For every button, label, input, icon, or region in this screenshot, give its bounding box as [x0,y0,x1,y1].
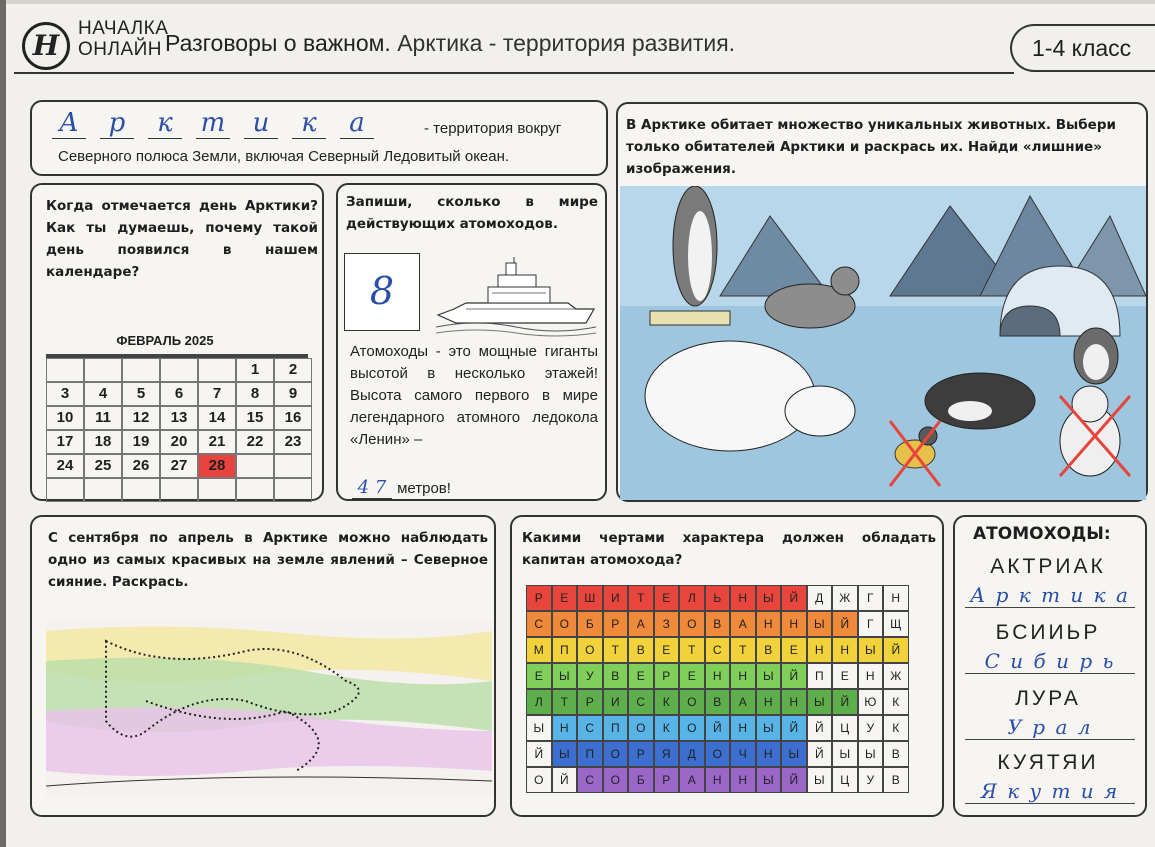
wordsearch-cell: Н [730,715,756,741]
wordsearch-cell: Н [730,663,756,689]
wordsearch-cell: Н [858,663,884,689]
wordsearch-cell: Ы [781,741,807,767]
wordsearch-cell: Л [679,585,705,611]
calendar-day [122,358,160,382]
wordsearch-cell: Й [781,715,807,741]
wordsearch-cell: У [577,663,603,689]
wordsearch-cell: Ы [807,767,833,793]
wordsearch-cell: Ы [807,611,833,637]
wordsearch-cell: Р [577,689,603,715]
calendar-day [122,478,160,502]
anagram-4: КУЯТЯИ [997,751,1099,774]
wordsearch-cell: П [552,637,578,663]
wordsearch-cell: С [705,637,731,663]
wordsearch-cell: А [730,689,756,715]
header-divider [14,72,1014,74]
wordsearch-cell: Е [679,663,705,689]
arctic-animals-illustration [620,186,1146,500]
calendar-day: 13 [160,406,198,430]
wordsearch-cell: Т [679,637,705,663]
animals-task: В Арктике обитает множество уникальных животных. Выбери только обитателей Арктики и раскрась их. Найди «лишние» изображения. [626,117,1116,177]
calendar-day [160,478,198,502]
calendar-day: 2 [274,358,312,382]
definition-line1: - территория вокруг [424,120,562,137]
aurora-task: С сентября по апрель в Арктике можно наблюдать одно из самых красивых на земле явлений – Северное сияние. Раскрась. [48,530,488,590]
calendar-day: 24 [46,454,84,478]
wordsearch-cell: Й [883,637,909,663]
anagram-4-answer: Я к у т и я [965,779,1135,804]
definition-letter: к [292,108,326,139]
arctic-day-question: Когда отмечается день Арктики? Как ты думаешь, почему такой день появился в нашем календаре? [46,198,318,280]
calendar-day: 21 [198,430,236,454]
calendar-day: 12 [122,406,160,430]
wordsearch-cell: И [603,585,629,611]
wordsearch-cell: А [628,611,654,637]
calendar-day: 26 [122,454,160,478]
wordsearch-cell: Н [883,585,909,611]
anagram-2-answer: С и б и р ь [965,649,1135,674]
wordsearch-cell: Ы [756,715,782,741]
wordsearch-cell: В [628,637,654,663]
wordsearch-cell: Н [756,741,782,767]
logo-line1: НАЧАЛКА [78,18,169,39]
definition-letter: т [196,108,230,139]
wordsearch-cell: Ы [756,585,782,611]
wordsearch-cell: Ы [756,767,782,793]
definition-letter: А [52,108,86,139]
calendar-day: 20 [160,430,198,454]
height-answer-line [352,477,451,500]
calendar-day: 17 [46,430,84,454]
wordsearch-grid [526,585,909,793]
aurora-illustration [46,621,492,797]
wordsearch-cell: Н [705,663,731,689]
wordsearch-cell: Ш [577,585,603,611]
wordsearch-cell: Т [603,637,629,663]
icebreakers-info: Атомоходы - это мощные гиганты высотой в несколько этажей! Высота самого первого в мире легендарного атомного ледокола «Ленин» – [350,343,598,448]
wordsearch-cell: Ь [705,585,731,611]
wordsearch-cell: Т [552,689,578,715]
wordsearch-cell: Й [705,715,731,741]
icebreakers-panel [336,183,607,501]
wordsearch-cell: Д [807,585,833,611]
wordsearch-cell: Й [781,663,807,689]
icebreakers-answer-box [344,253,420,331]
calendar [46,333,308,502]
wordsearch-cell: В [705,689,731,715]
calendar-day: 14 [198,406,236,430]
arctic-day-panel [30,183,324,501]
icebreaker-ship-illustration [436,257,596,337]
wordsearch-cell: Ц [832,715,858,741]
wordsearch-cell: Б [628,767,654,793]
wordsearch-cell: В [603,663,629,689]
wordsearch-cell: С [577,767,603,793]
anagram-2: БСИИЬР [995,621,1101,644]
wordsearch-cell: С [526,611,552,637]
wordsearch-cell: Ы [552,663,578,689]
anagram-3-answer: У р а л [965,715,1135,740]
calendar-day: 23 [274,430,312,454]
calendar-day: 27 [160,454,198,478]
wordsearch-cell: Ы [756,663,782,689]
wordsearch-cell: Н [705,767,731,793]
definition-letter: к [148,108,182,139]
title-sub: Арктика - территория развития. [397,30,736,56]
calendar-day [274,454,312,478]
wordsearch-cell: О [526,767,552,793]
captain-panel [510,515,944,817]
height-answer: 4 7 [352,477,392,499]
wordsearch-cell: Й [781,767,807,793]
calendar-day [198,478,236,502]
captain-question: Какими чертами характера должен обладать капитан атомохода? [522,530,936,568]
wordsearch-cell: Г [858,585,884,611]
wordsearch-cell: Й [526,741,552,767]
wordsearch-cell: Н [552,715,578,741]
height-unit: метров! [397,480,451,497]
wordsearch-cell: К [654,689,680,715]
calendar-day: 15 [236,406,274,430]
wordsearch-cell: Е [781,637,807,663]
wordsearch-cell: Ы [552,741,578,767]
wordsearch-cell: Ы [807,689,833,715]
wordsearch-cell: Р [654,663,680,689]
calendar-day [274,478,312,502]
calendar-day: 4 [84,382,122,406]
anagrams-panel [953,515,1147,817]
wordsearch-cell: Л [526,689,552,715]
calendar-day: 11 [84,406,122,430]
calendar-day: 22 [236,430,274,454]
calendar-day: 1 [236,358,274,382]
wordsearch-cell: Е [832,663,858,689]
calendar-day [84,478,122,502]
wordsearch-cell: Р [654,767,680,793]
grade-badge: 1-4 класс [1010,24,1155,72]
wordsearch-cell: О [628,715,654,741]
anagram-1: АКТРИАК [990,555,1106,578]
calendar-grid [46,354,308,502]
wordsearch-cell: С [628,689,654,715]
calendar-day: 16 [274,406,312,430]
wordsearch-cell: У [858,715,884,741]
calendar-day [84,358,122,382]
wordsearch-cell: К [883,689,909,715]
wordsearch-cell: О [603,767,629,793]
calendar-day [198,358,236,382]
calendar-day: 7 [198,382,236,406]
anagram-3: ЛУРА [1015,687,1081,710]
definition-letter: р [100,108,134,139]
wordsearch-cell: Р [603,611,629,637]
wordsearch-cell: Н [781,611,807,637]
calendar-day [236,478,274,502]
wordsearch-cell: А [730,611,756,637]
calendar-day [46,358,84,382]
wordsearch-cell: У [858,767,884,793]
wordsearch-cell: Й [832,611,858,637]
wordsearch-cell: В [756,637,782,663]
logo-mark: Н [22,22,70,70]
wordsearch-cell: С [577,715,603,741]
wordsearch-cell: Б [577,611,603,637]
wordsearch-cell: Е [654,585,680,611]
wordsearch-cell: Й [552,767,578,793]
calendar-day [46,478,84,502]
icebreakers-question: Запиши, сколько в мире действующих атомоходов. [346,194,598,232]
calendar-day: 25 [84,454,122,478]
definition-answer [52,108,374,139]
wordsearch-cell: П [577,741,603,767]
wordsearch-cell: Н [832,637,858,663]
calendar-day: 3 [46,382,84,406]
anagrams-title: АТОМОХОДЫ: [973,524,1111,544]
wordsearch-cell: Ж [883,663,909,689]
calendar-day: 18 [84,430,122,454]
wordsearch-cell: В [883,741,909,767]
wordsearch-cell: Ю [858,689,884,715]
anagram-1-answer: А р к т и к а [965,583,1135,608]
wordsearch-cell: Н [730,585,756,611]
wordsearch-cell: А [679,767,705,793]
wordsearch-cell: Н [781,689,807,715]
wordsearch-cell: Н [756,689,782,715]
wordsearch-cell: Ж [832,585,858,611]
wordsearch-cell: П [807,663,833,689]
definition-panel [30,100,608,176]
wordsearch-cell: Д [679,741,705,767]
wordsearch-cell: Ы [858,637,884,663]
wordsearch-cell: Ы [832,741,858,767]
logo-line2: ОНЛАЙН [78,39,163,60]
definition-letter: и [244,108,278,139]
wordsearch-cell: Щ [883,611,909,637]
logo-text [78,18,168,60]
wordsearch-cell: З [654,611,680,637]
wordsearch-cell: В [705,611,731,637]
icebreakers-answer: 8 [369,269,395,313]
calendar-day: 9 [274,382,312,406]
wordsearch-cell: О [577,637,603,663]
wordsearch-cell: Й [832,689,858,715]
wordsearch-cell: Ц [832,767,858,793]
wordsearch-cell: К [654,715,680,741]
wordsearch-cell: Й [807,715,833,741]
wordsearch-cell: О [705,741,731,767]
calendar-day: 19 [122,430,160,454]
wordsearch-cell: О [679,611,705,637]
wordsearch-cell: О [603,741,629,767]
calendar-day: 8 [236,382,274,406]
definition-line2: Северного полюса Земли, включая Северный Ледовитый океан. [58,148,510,165]
wordsearch-cell: М [526,637,552,663]
wordsearch-cell: Ы [858,741,884,767]
wordsearch-cell: О [552,611,578,637]
calendar-day [236,454,274,478]
wordsearch-cell: Е [654,637,680,663]
wordsearch-cell: Р [628,741,654,767]
aurora-panel [30,515,496,817]
wordsearch-cell: Г [858,611,884,637]
wordsearch-cell: Т [730,637,756,663]
wordsearch-cell: Т [628,585,654,611]
wordsearch-cell: Е [526,663,552,689]
title-main: Разговоры о важном. [165,30,391,56]
animals-panel [616,102,1148,502]
wordsearch-cell: Е [628,663,654,689]
calendar-day: 28 [198,454,236,478]
wordsearch-cell: К [883,715,909,741]
wordsearch-cell: О [679,715,705,741]
wordsearch-cell: Н [756,611,782,637]
wordsearch-cell: Й [781,585,807,611]
wordsearch-cell: И [603,689,629,715]
page-title [165,30,735,57]
definition-letter: а [340,108,374,139]
wordsearch-cell: Я [654,741,680,767]
calendar-title: ФЕВРАЛЬ 2025 [116,333,214,348]
wordsearch-cell: О [679,689,705,715]
calendar-day: 10 [46,406,84,430]
calendar-day: 5 [122,382,160,406]
wordsearch-cell: Е [552,585,578,611]
calendar-day: 6 [160,382,198,406]
wordsearch-cell: Ы [526,715,552,741]
wordsearch-cell: П [603,715,629,741]
wordsearch-cell: Н [730,767,756,793]
wordsearch-cell: Ч [730,741,756,767]
wordsearch-cell: В [883,767,909,793]
wordsearch-cell: Й [807,741,833,767]
calendar-day [160,358,198,382]
wordsearch-cell: Р [526,585,552,611]
wordsearch-cell: Н [807,637,833,663]
